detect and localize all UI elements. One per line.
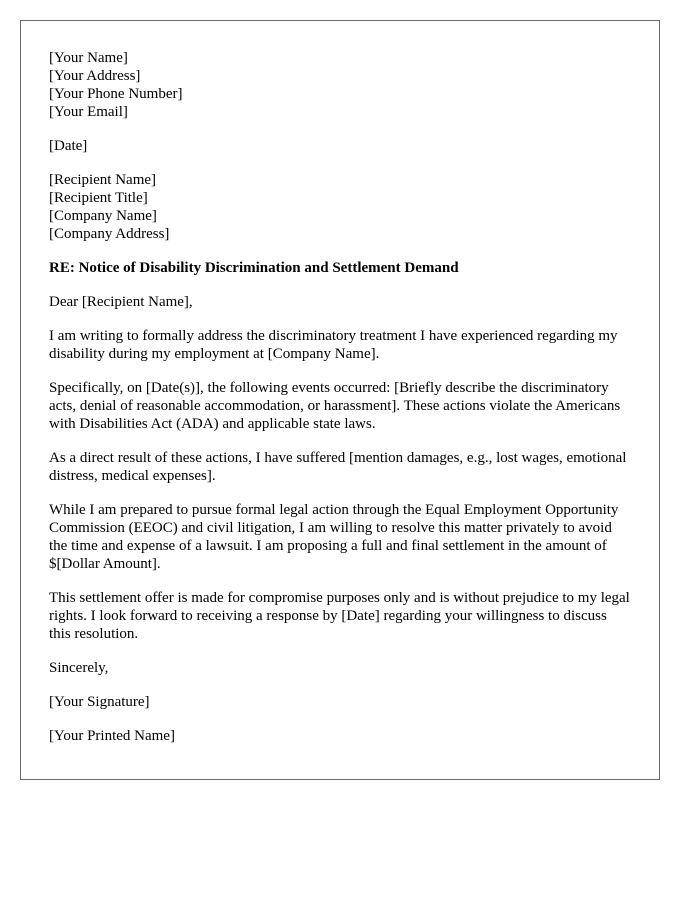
signature: [Your Signature] (49, 694, 150, 710)
recipient-title: [Recipient Title] (49, 190, 148, 206)
sender-name: [Your Name] (49, 50, 128, 66)
printed-name: [Your Printed Name] (49, 728, 175, 744)
letter-page (20, 20, 660, 780)
body-paragraph-1: I am writing to formally address the discriminatory treatment I have experienced regarding my disability during my employment at [Company Name]. (49, 328, 618, 362)
sender-phone: [Your Phone Number] (49, 86, 183, 102)
closing: Sincerely, (49, 660, 109, 676)
recipient-block (49, 171, 631, 243)
salutation: Dear [Recipient Name], (49, 294, 193, 310)
body-paragraph-2: Specifically, on [Date(s)], the following events occurred: [Briefly describe the discriminatory acts, denial of reasonable accommodation, or harassment]. These actions violate the Americans with Disabilities Act (ADA) and applicable state laws. (49, 380, 621, 432)
recipient-name: [Recipient Name] (49, 172, 157, 188)
recipient-address: [Company Address] (49, 226, 170, 242)
letter-date: [Date] (49, 138, 88, 154)
body-paragraph-5: This settlement offer is made for compromise purposes only and is without prejudice to my legal rights. I look forward to receiving a response by [Date] regarding your willingness to discuss this resolution. (49, 590, 630, 642)
subject-line: RE: Notice of Disability Discrimination and Settlement Demand (49, 260, 459, 276)
sender-email: [Your Email] (49, 104, 128, 120)
sender-block (49, 49, 631, 121)
body-paragraph-4: While I am prepared to pursue formal legal action through the Equal Employment Opportunity Commission (EEOC) and civil litigation, I am willing to resolve this matter privately to avoid the time and expense of a lawsuit. I am proposing a full and final settlement in the amount of $[Dollar Amount]. (49, 502, 619, 572)
sender-address: [Your Address] (49, 68, 141, 84)
date-block (49, 137, 631, 155)
body-paragraph-3: As a direct result of these actions, I have suffered [mention damages, e.g., lost wages, emotional distress, medical expenses]. (49, 450, 627, 484)
recipient-company: [Company Name] (49, 208, 157, 224)
